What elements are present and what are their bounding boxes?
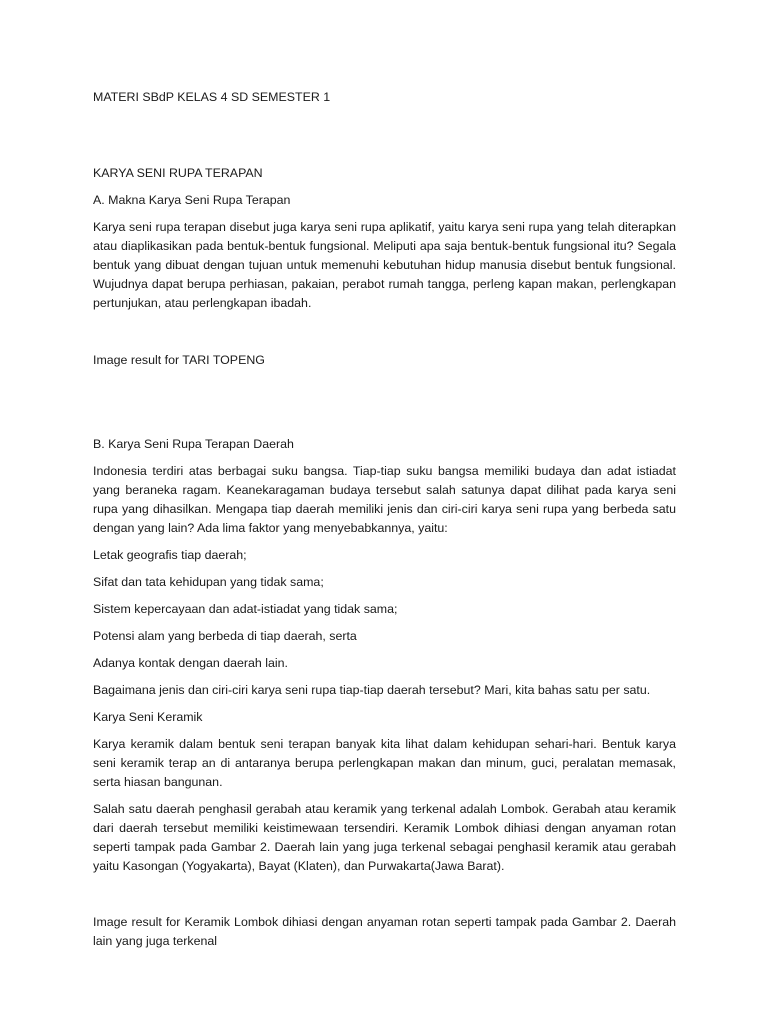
spacer [93,370,676,435]
factor-item: Potensi alam yang berbeda di tiap daerah, serta [93,629,357,643]
spacer [93,107,676,164]
factor-item: Adanya kontak dengan daerah lain. [93,656,288,670]
section-heading: KARYA SENI RUPA TERAPAN [93,166,263,180]
paragraph-makna: Karya seni rupa terapan disebut juga karya seni rupa aplikatif, yaitu karya seni rupa yang telah diterapkan atau diaplikasikan pada bentuk-bentuk fungsional. Meliputi apa saja bentuk-bentuk fungsional itu? Segala bentuk yang dibuat dengan tujuan untuk memenuhi kebutuhan hidup manusia disebut bentuk fungsional. Wujudnya dapat berupa perhiasan, pakaian, perabot rumah tangga, perleng kapan makan, perlengkapan pertunjukan, atau perlengkapan ibadah. [93,220,676,310]
paragraph-keramik-2: Salah satu daerah penghasil gerabah atau keramik yang terkenal adalah Lombok. Gerabah atau keramik dari daerah tersebut memiliki keistimewaan tersendiri. Keramik Lombok dihiasi dengan anyaman rotan seperti tampak pada Gambar 2. Daerah lain yang juga terkenal sebagai penghasil keramik atau gerabah yaitu Kasongan (Yogyakarta), Bayat (Klaten), dan Purwakarta(Jawa Barat). [93,802,676,873]
paragraph-karya-daerah: Indonesia terdiri atas berbagai suku bangsa. Tiap-tiap suku bangsa memiliki budaya dan adat istiadat yang beraneka ragam. Keanekaragaman budaya tersebut salah satunya dapat dilihat pada karya seni rupa yang dihasilkan. Mengapa tiap daerah memiliki jenis dan ciri-ciri karya seni rupa yang berbeda satu dengan yang lain? Ada lima faktor yang menyebabkannya, yaitu: [93,464,676,535]
image-placeholder-tari-topeng: Image result for TARI TOPENG [93,353,265,367]
subheading-b: B. Karya Seni Rupa Terapan Daerah [93,437,294,451]
paragraph-question: Bagaimana jenis dan ciri-ciri karya seni rupa tiap-tiap daerah tersebut? Mari, kita bahas satu per satu. [93,683,651,697]
factor-item: Sifat dan tata kehidupan yang tidak sama; [93,575,324,589]
factor-item: Letak geografis tiap daerah; [93,548,247,562]
subheading-a: A. Makna Karya Seni Rupa Terapan [93,193,291,207]
subheading-keramik: Karya Seni Keramik [93,710,203,724]
factor-item: Sistem kepercayaan dan adat-istiadat yang tidak sama; [93,602,398,616]
paragraph-keramik-1: Karya keramik dalam bentuk seni terapan banyak kita lihat dalam kehidupan sehari-hari. Bentuk karya seni keramik terap an di antaranya berupa perlengkapan makan dan minum, guci, peralatan memasak, serta hiasan bangunan. [93,737,676,789]
document-title: MATERI SBdP KELAS 4 SD SEMESTER 1 [93,90,331,104]
document-body [93,88,676,951]
spacer [93,876,676,913]
image-placeholder-keramik-lombok: Image result for Keramik Lombok dihiasi dengan anyaman rotan seperti tampak pada Gambar 2. Daerah lain yang juga terkenal [93,915,676,948]
spacer [93,313,676,351]
